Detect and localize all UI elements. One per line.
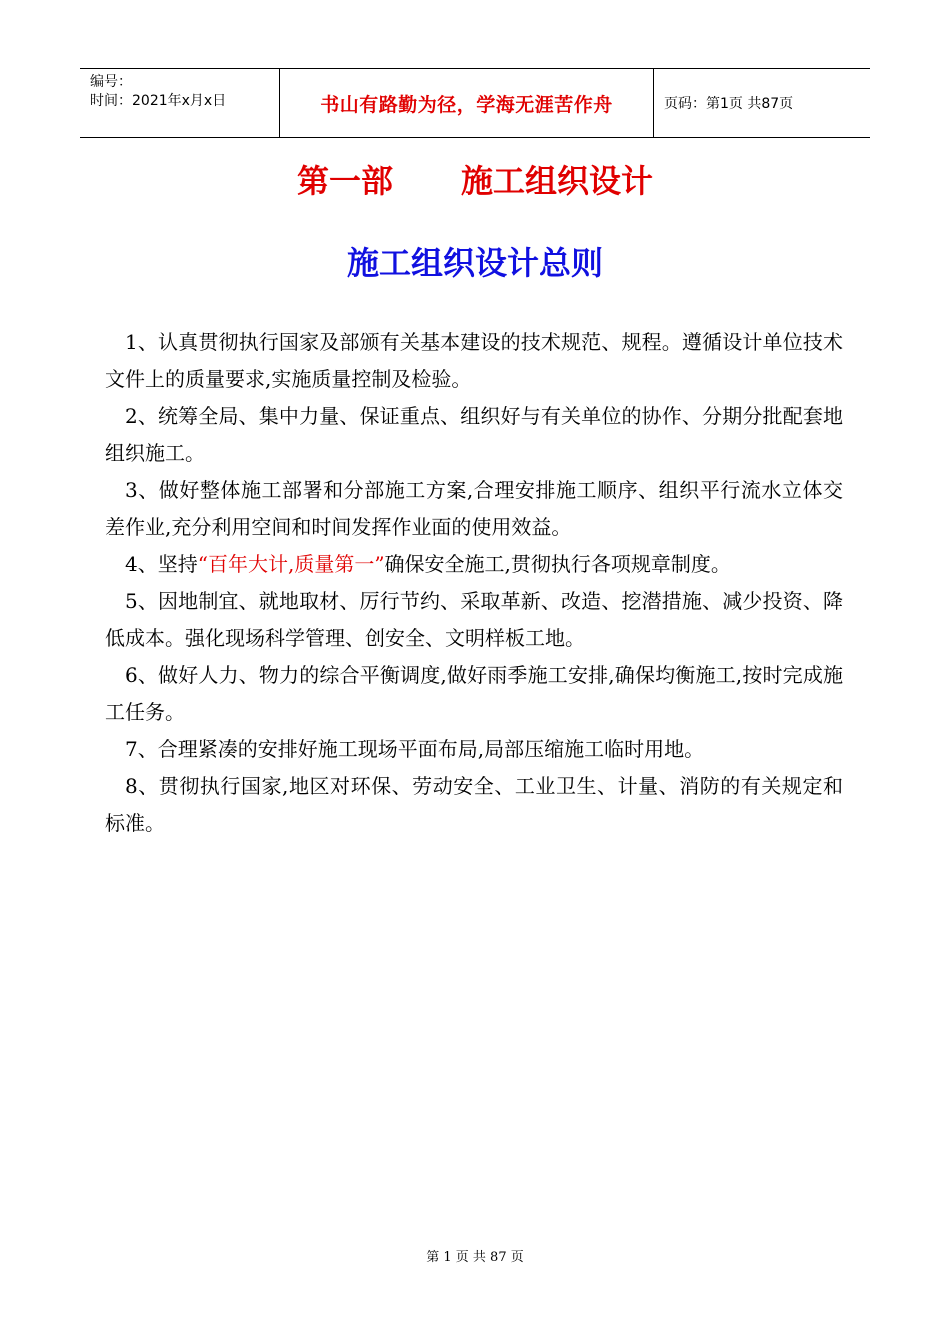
header-motto: 书山有路勤为径，学海无涯苦作舟 (280, 69, 654, 137)
list-item: 8、贯彻执行国家,地区对环保、劳动安全、工业卫生、计量、消防的有关规定和标准。 (105, 774, 843, 835)
item-suffix: 确保安全施工,贯彻执行各项规章制度。 (384, 552, 731, 576)
list-item (105, 546, 843, 583)
header-meta (80, 69, 280, 137)
document-header (80, 68, 870, 138)
item-prefix: 4、坚持 (125, 552, 198, 576)
highlight-quote: “百年大计,质量第一” (197, 552, 385, 576)
document-body (105, 324, 843, 842)
section-title: 施工组织设计总则 (346, 244, 603, 282)
part-name: 施工组织设计 (461, 162, 654, 200)
list-item: 2、统筹全局、集中力量、保证重点、组织好与有关单位的协作、分期分批配套地组织施工。 (105, 404, 843, 465)
list-item: 3、做好整体施工部署和分部施工方案,合理安排施工顺序、组织平行流水立体交差作业,充分利用空间和时间发挥作业面的使用效益。 (105, 478, 843, 539)
list-item: 1、认真贯彻执行国家及部颁有关基本建设的技术规范、规程。遵循设计单位技术文件上的质量要求,实施质量控制及检验。 (105, 330, 843, 391)
list-item: 6、做好人力、物力的综合平衡调度,做好雨季施工安排,确保均衡施工,按时完成施工任务。 (105, 663, 843, 724)
list-item: 5、因地制宜、就地取材、厉行节约、采取革新、改造、挖潜措施、减少投资、降低成本。强化现场科学管理、创安全、文明样板工地。 (105, 589, 843, 650)
part-title (0, 156, 950, 202)
time-label: 时间：2021年x月x日 (90, 93, 227, 109)
number-label: 编号： (90, 74, 132, 90)
part-label: 第一部 (296, 162, 393, 200)
list-item: 7、合理紧凑的安排好施工现场平面布局,局部压缩施工临时用地。 (125, 737, 705, 761)
page-footer: 第 1 页 共 87 页 (426, 1250, 524, 1265)
header-page-info: 页码：第1页 共87页 (664, 96, 794, 112)
